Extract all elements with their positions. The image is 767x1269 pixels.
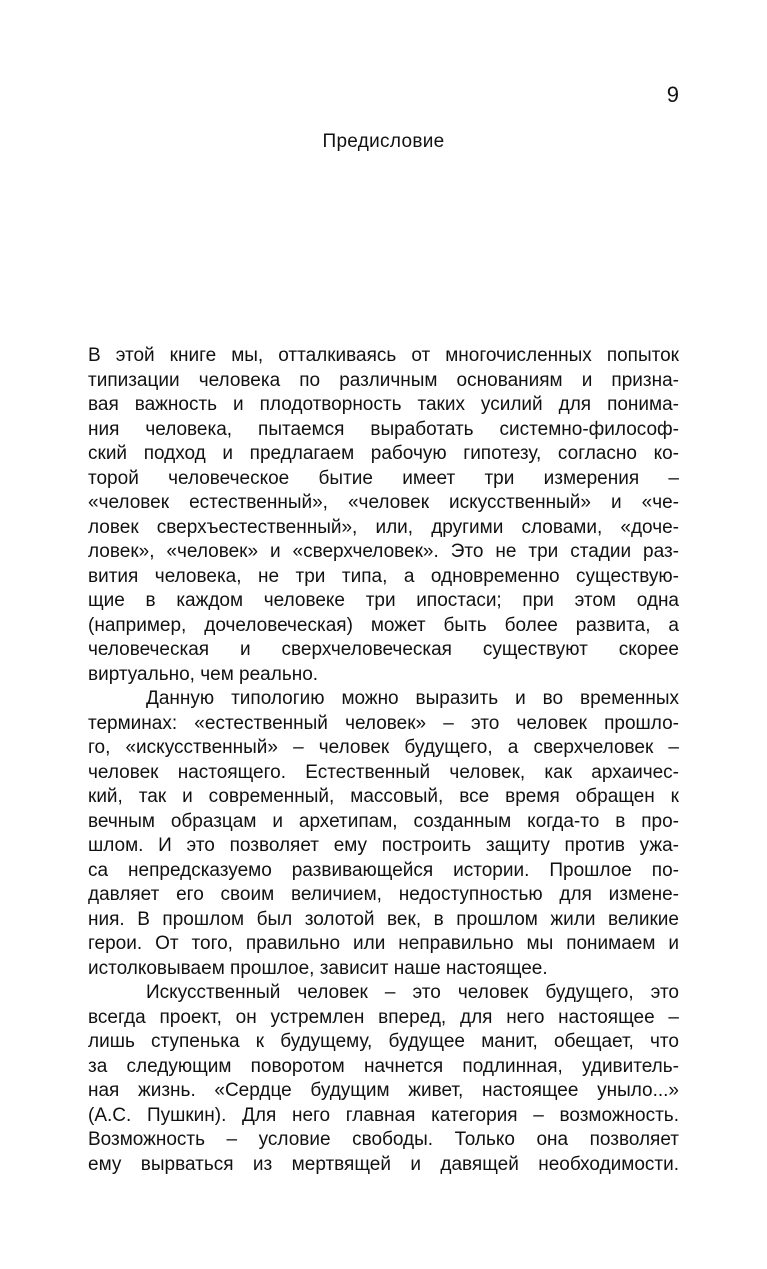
text-line: ловек», «человек» и «сверхчеловек». Это не три стадии раз- <box>88 541 679 562</box>
text-line: Искусственный человек – это человек будущего, это <box>146 982 679 1003</box>
paragraph <box>88 344 679 687</box>
text-line: ния. В прошлом был золотой век, в прошлом жили великие <box>88 908 679 930</box>
text-line: типизации человека по различным основаниям и призна- <box>88 369 679 391</box>
paragraph <box>88 981 679 1177</box>
text-line: человеческая и сверхчеловеческая существуют скорее <box>88 639 679 660</box>
text-line: са непредсказуемо развивающейся истории. Прошлое по- <box>88 859 679 881</box>
text-line: кий, так и современный, массовый, все время обращен к <box>88 786 679 807</box>
text-line: (например, дочеловеческая) может быть более развита, а <box>88 614 679 636</box>
text-line: всегда проект, он устремлен вперед, для него настоящее – <box>88 1006 679 1028</box>
text-line: шлом. И это позволяет ему построить защиту против ужа- <box>88 835 679 856</box>
text-line: ловек сверхъестественный», или, другими словами, «доче- <box>88 516 679 538</box>
running-head: Предисловие <box>322 131 445 152</box>
text-line: лишь ступенька к будущему, будущее манит, обещает, что <box>88 1031 679 1052</box>
text-line: Возможность – условие свободы. Только она позволяет <box>88 1129 679 1150</box>
text-line: за следующим поворотом начнется подлинная, удивитель- <box>88 1055 679 1077</box>
text-line: ему вырваться из мертвящей и давящей необходимости. <box>88 1153 679 1175</box>
text-line: вая важность и плодотворность таких усилий для понима- <box>88 394 679 415</box>
text-line: терминах: «естественный человек» – это человек прошло- <box>88 712 679 734</box>
text-line: В этой книге мы, отталкиваясь от многочисленных попыток <box>88 345 679 366</box>
text-line: торой человеческое бытие имеет три измерения – <box>88 467 679 489</box>
text-line: истолковываем прошлое, зависит наше настоящее. <box>88 957 548 979</box>
text-line: ния человека, пытаемся выработать системно-философ- <box>88 418 679 440</box>
text-line: (А.С. Пушкин). Для него главная категория – возможность. <box>88 1104 679 1126</box>
text-line: давляет его своим величием, недоступностью для измене- <box>88 884 679 905</box>
text-line: вечным образцам и архетипам, созданным когда-то в про- <box>88 810 679 832</box>
text-line: го, «искусственный» – человек будущего, а сверхчеловек – <box>88 737 679 758</box>
text-line: ский подход и предлагаем рабочую гипотезу, согласно ко- <box>88 443 679 464</box>
text-line: герои. От того, правильно или неправильно мы понимаем и <box>88 933 679 954</box>
page-number: 9 <box>666 82 679 107</box>
text-line: вития человека, не три типа, а одновременно существую- <box>88 565 679 587</box>
text-line: ная жизнь. «Сердце будущим живет, настоящее уныло...» <box>88 1080 679 1101</box>
paragraph <box>88 687 679 981</box>
text-line: «человек естественный», «человек искусственный» и «че- <box>88 492 679 513</box>
text-line: щие в каждом человеке три ипостаси; при этом одна <box>88 590 679 611</box>
text-line: Данную типологию можно выразить и во временных <box>146 688 679 709</box>
text-line: виртуально, чем реально. <box>88 663 319 685</box>
body-text <box>88 344 679 1177</box>
text-line: человек настоящего. Естественный человек, как архаичес- <box>88 761 679 783</box>
